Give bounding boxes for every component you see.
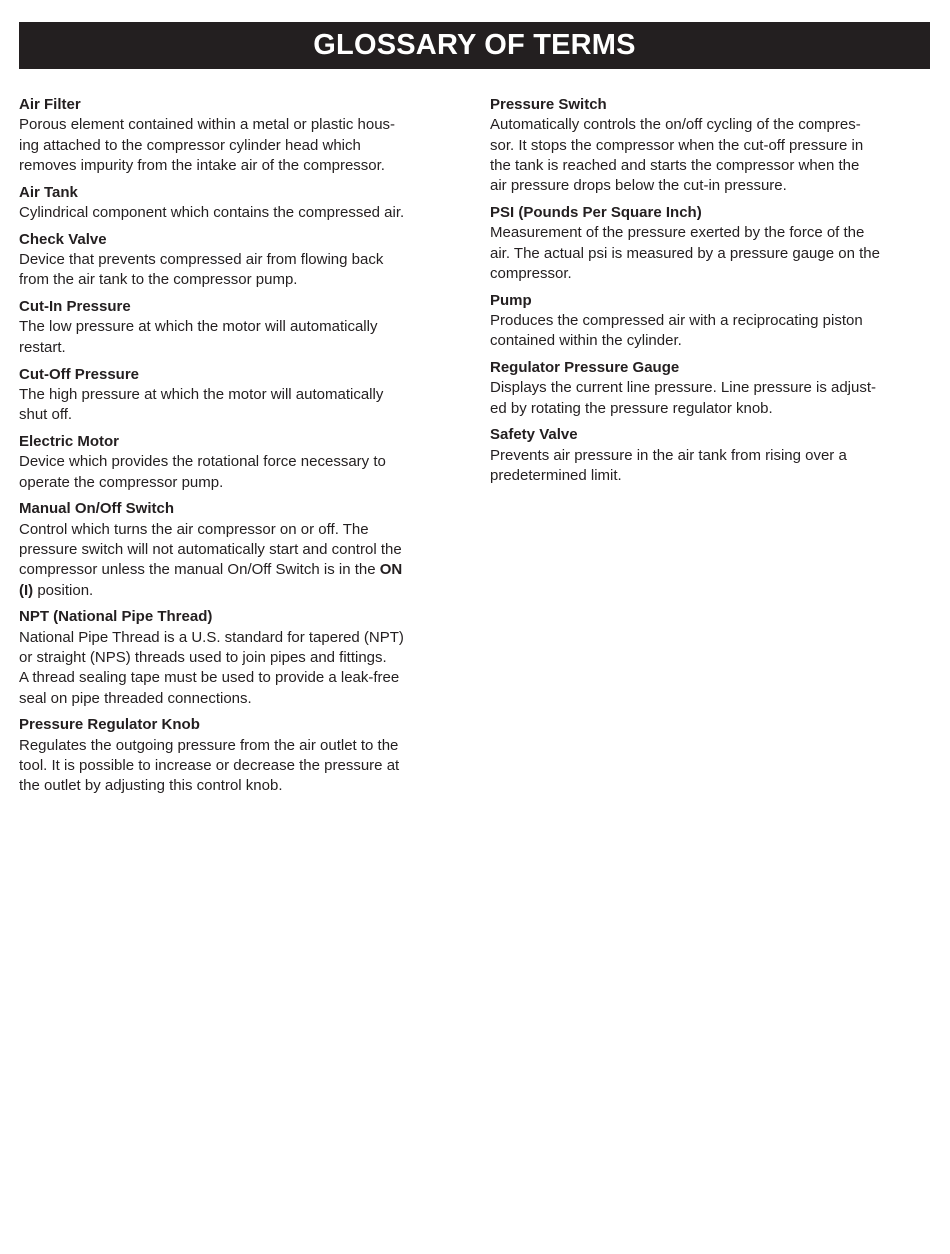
glossary-term: Pressure Regulator Knob xyxy=(19,716,200,734)
glossary-entry xyxy=(19,183,464,224)
glossary-definition: Regulates the outgoing pressure from the air outlet to the tool. It is possible to increase or decrease the pressure at the outlet by adjusting this control knob. xyxy=(19,736,400,795)
glossary-entry xyxy=(19,95,464,176)
glossary-entry xyxy=(19,607,464,708)
glossary-definition: Measurement of the pressure exerted by the force of the air. The actual psi is measured by a pressure gauge on the compressor. xyxy=(490,224,880,282)
glossary-term: Cut-In Pressure xyxy=(19,298,131,316)
glossary-entry xyxy=(490,358,935,419)
glossary-entry xyxy=(490,203,935,284)
glossary-term: Cut-Off Pressure xyxy=(19,365,140,383)
glossary-term: Air Tank xyxy=(19,183,78,201)
glossary-term: Pump xyxy=(490,291,532,309)
glossary-definition: Produces the compressed air with a reciprocating piston contained within the cylinder. xyxy=(490,311,863,350)
left-column xyxy=(19,95,464,803)
glossary-definition: Control which turns the air compressor on or off. The pressure switch will not automatically start and control the compressor unless the manual On/Off Switch is in the ON (I) position. xyxy=(19,520,403,599)
glossary-term: Check Valve xyxy=(19,230,107,248)
right-column xyxy=(490,95,935,493)
glossary-entry xyxy=(490,425,935,486)
glossary-entry xyxy=(19,365,464,426)
glossary-entry xyxy=(19,499,464,600)
glossary-term: Pressure Switch xyxy=(490,96,607,113)
glossary-term: PSI (Pounds Per Square Inch) xyxy=(490,203,702,221)
glossary-entry xyxy=(490,95,935,196)
glossary-term: Air Filter xyxy=(19,96,81,113)
glossary-definition: Displays the current line pressure. Line pressure is adjust- ed by rotating the pressure regulator knob. xyxy=(490,379,877,417)
glossary-entry xyxy=(490,291,935,352)
glossary-entry xyxy=(19,297,464,358)
glossary-term: NPT (National Pipe Thread) xyxy=(19,608,213,626)
glossary-entry xyxy=(19,230,464,291)
glossary-term: Electric Motor xyxy=(19,432,120,450)
glossary-definition: Prevents air pressure in the air tank from rising over a predetermined limit. xyxy=(490,446,847,485)
glossary-term: Safety Valve xyxy=(490,426,578,444)
glossary-definition: Cylindrical component which contains the compressed air. xyxy=(19,203,405,221)
glossary-definition: The high pressure at which the motor will automatically shut off. xyxy=(19,385,384,424)
page-title: GLOSSARY OF TERMS xyxy=(313,29,636,61)
glossary-term: Manual On/Off Switch xyxy=(19,500,175,518)
glossary-definition: Device which provides the rotational force necessary to operate the compressor pump. xyxy=(19,453,386,491)
glossary-definition: National Pipe Thread is a U.S. standard for tapered (NPT) or straight (NPS) threads used to join pipes and fittings. A thread sealing tape must be used to provide a leak-free seal on pipe threaded connections. xyxy=(19,628,404,707)
glossary-definition: Device that prevents compressed air from flowing back from the air tank to the compressor pump. xyxy=(19,251,384,289)
title-bar xyxy=(19,22,930,69)
glossary-definition: Automatically controls the on/off cycling of the compres- sor. It stops the compressor when the cut-off pressure in the tank is reached and starts the compressor when the air pressure drops below the cut-in pressure. xyxy=(490,116,864,195)
glossary-entry xyxy=(19,432,464,493)
glossary-definition: Porous element contained within a metal or plastic hous- ing attached to the compressor cylinder head which removes impurity from the intake air of the compressor. xyxy=(19,116,396,174)
glossary-term: Regulator Pressure Gauge xyxy=(490,359,680,377)
glossary-entry xyxy=(19,715,464,796)
glossary-definition: The low pressure at which the motor will automatically restart. xyxy=(19,318,378,356)
